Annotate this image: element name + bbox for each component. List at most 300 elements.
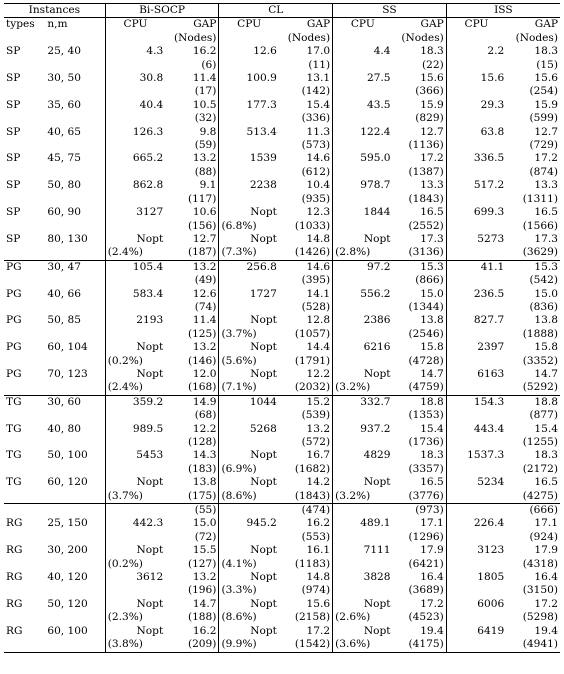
cell-cpu: 2238 — [249, 179, 277, 192]
cell-cpu: 1727 — [249, 287, 277, 300]
cell-gap-pct — [446, 193, 506, 206]
cell-gap: 12.3 — [279, 206, 333, 219]
cell-nodes: (22) — [393, 59, 447, 72]
header-group-bisocp: Bi-SOCP — [105, 4, 219, 18]
cell-nodes: (4523) — [393, 611, 447, 624]
cell-empty — [45, 85, 105, 98]
cell-gap: 13.2 — [165, 341, 219, 354]
cell-nm: 30, 60 — [45, 395, 105, 409]
header-nm: n,m — [45, 18, 105, 32]
cell-gap: 13.3 — [534, 179, 558, 192]
cell-gap-pct — [105, 328, 165, 341]
header-nodes: (Nodes) — [165, 32, 219, 45]
header-cpu: CPU — [333, 18, 393, 32]
cell-type: RG — [6, 517, 23, 530]
cell-gap-pct — [446, 139, 506, 152]
cell-cpu: 827.7 — [473, 314, 505, 327]
cell-cpu: 6419 — [477, 624, 505, 637]
cell-gap-pct — [333, 558, 393, 571]
table-row-sub — [4, 355, 560, 368]
cell-empty — [45, 531, 105, 544]
cell-gap-pct — [446, 85, 506, 98]
cell-gap-pct — [333, 436, 393, 449]
cell-gap: 16.5 — [393, 206, 447, 219]
cell-nm: 35, 60 — [45, 99, 105, 112]
cell-nodes: (542) — [529, 274, 558, 287]
cell-empty — [4, 409, 45, 422]
cell-nodes: (209) — [165, 638, 219, 652]
cell-gap-pct — [105, 112, 165, 125]
cell-cpu: 3127 — [136, 206, 164, 219]
cell-gap: 17.2 — [534, 152, 558, 165]
cell-gap-pct — [333, 463, 393, 476]
cell-gap: 14.3 — [165, 449, 219, 462]
cell-empty — [4, 490, 45, 504]
cell-type: SP — [6, 206, 21, 219]
cell-gap-pct — [105, 220, 165, 233]
cell-nodes: (336) — [279, 112, 333, 125]
table-row — [4, 179, 560, 192]
cell-empty — [4, 85, 45, 98]
cell-gap-pct — [105, 85, 165, 98]
cell-cpu: 989.5 — [132, 422, 164, 435]
table-row-sub — [4, 463, 560, 476]
cell-nm: 25, 40 — [45, 45, 105, 58]
cell-empty — [45, 504, 105, 518]
cell-cpu: 3123 — [477, 544, 505, 557]
cell-type: SP — [6, 179, 21, 192]
cell-gap: 13.2 — [165, 571, 219, 584]
cell-gap-pct: (2.8%) — [335, 246, 371, 259]
cell-nm: 50, 80 — [45, 179, 105, 192]
cell-gap: 13.2 — [165, 260, 219, 274]
cell-gap-pct — [446, 490, 506, 504]
cell-gap-pct — [333, 409, 393, 422]
cell-gap-pct: (2.4%) — [107, 381, 143, 394]
cell-empty — [45, 436, 105, 449]
cell-gap: 16.5 — [534, 206, 558, 219]
cell-nodes: (974) — [279, 584, 333, 597]
cell-gap: 14.7 — [534, 367, 558, 380]
cell-gap-pct — [446, 381, 506, 395]
table-row-sub — [4, 531, 560, 544]
cell-cpu: 1805 — [477, 571, 505, 584]
cell-cpu: 256.8 — [219, 260, 279, 274]
cell-nodes: (5298) — [522, 611, 558, 624]
cell-cpu: 29.3 — [480, 98, 505, 111]
cell-nodes: (59) — [165, 139, 219, 152]
cell-nodes: (6) — [165, 59, 219, 72]
cell-gap-pct — [219, 436, 279, 449]
cell-cpu: 978.7 — [360, 179, 391, 192]
cell-empty — [4, 246, 45, 260]
cell-nodes: (4318) — [522, 557, 558, 570]
cell-cpu: 442.3 — [132, 517, 164, 530]
cell-nodes: (1296) — [393, 531, 447, 544]
cell-gap: 15.0 — [534, 287, 558, 300]
cell-empty — [45, 638, 105, 652]
cell-cpu: 177.3 — [246, 98, 277, 111]
cell-cpu: Nopt — [250, 232, 277, 245]
cell-cpu: 359.2 — [105, 395, 165, 409]
cell-type: PG — [6, 367, 22, 380]
cell-nodes: (1566) — [522, 219, 558, 232]
cell-gap: 16.2 — [165, 625, 219, 638]
cell-gap-pct: (0.2%) — [107, 557, 143, 570]
cell-cpu: Nopt — [136, 544, 164, 557]
cell-gap-pct — [105, 139, 165, 152]
cell-cpu: 862.8 — [132, 179, 164, 192]
cell-gap-pct: (3.6%) — [333, 638, 393, 652]
header-gap: GAP — [279, 18, 333, 32]
cell-nodes: (117) — [165, 193, 219, 206]
cell-empty — [4, 531, 45, 544]
cell-cpu: 154.3 — [446, 395, 506, 409]
cell-gap-pct: (7.1%) — [221, 381, 257, 394]
cell-gap-pct — [219, 112, 279, 125]
cell-cpu: Nopt — [136, 624, 164, 637]
cell-nodes: (2552) — [393, 220, 447, 233]
cell-type: RG — [6, 571, 23, 584]
cell-gap: 18.3 — [393, 45, 447, 58]
cell-gap-pct — [446, 59, 506, 72]
cell-gap-pct — [105, 193, 165, 206]
table-row — [4, 260, 560, 274]
cell-nodes: (4941) — [506, 638, 560, 652]
cell-nodes: (3629) — [522, 246, 558, 259]
header-types: types — [4, 18, 45, 32]
cell-cpu: 583.4 — [132, 287, 164, 300]
cell-nodes: (573) — [279, 139, 333, 152]
cell-cpu: 236.5 — [473, 287, 505, 300]
cell-nodes: (924) — [529, 530, 558, 543]
cell-cpu: 40.4 — [139, 98, 164, 111]
cell-empty — [4, 638, 45, 652]
cell-gap: 15.9 — [534, 98, 558, 111]
cell-empty — [45, 112, 105, 125]
table-row-sub — [4, 112, 560, 125]
cell-nm: 30, 50 — [45, 72, 105, 85]
cell-cpu: 4829 — [363, 449, 391, 462]
cell-nm: 40, 65 — [45, 126, 105, 139]
cell-nodes: (4759) — [393, 381, 447, 395]
cell-gap-pct — [446, 584, 506, 597]
cell-cpu: 699.3 — [473, 206, 505, 219]
cell-empty — [105, 504, 165, 518]
cell-type: SP — [6, 72, 21, 85]
cell-gap: 17.1 — [393, 517, 447, 530]
cell-gap: 16.4 — [393, 571, 447, 584]
table-row-sub — [4, 328, 560, 341]
cell-cpu: 556.2 — [360, 287, 391, 300]
cell-nodes: (175) — [165, 490, 219, 504]
cell-gap-pct — [105, 584, 165, 597]
cell-cpu: 6163 — [477, 367, 505, 380]
cell-empty — [4, 301, 45, 314]
cell-type: PG — [6, 341, 22, 354]
table-row-sub — [4, 193, 560, 206]
cell-type: TG — [6, 476, 22, 489]
cell-gap: 15.8 — [393, 341, 447, 354]
cell-cpu: Nopt — [136, 341, 164, 354]
cell-cpu: 105.4 — [105, 260, 165, 274]
cell-gap-pct — [446, 301, 506, 314]
cell-gap: 16.1 — [279, 544, 333, 557]
cell-gap-pct — [219, 59, 279, 72]
table-row — [4, 206, 560, 219]
cell-gap: 15.8 — [534, 341, 558, 354]
cell-nodes: (1255) — [522, 436, 558, 448]
cell-gap-pct — [446, 463, 506, 476]
cell-gap-pct — [219, 274, 279, 287]
cell-gap-pct — [333, 355, 393, 368]
cell-nodes: (4728) — [393, 355, 447, 368]
cell-gap: 15.4 — [393, 423, 447, 436]
cell-gap: 15.2 — [279, 395, 333, 409]
cell-nodes: (474) — [279, 504, 333, 518]
cell-cpu: Nopt — [250, 544, 277, 557]
cell-gap-pct — [333, 193, 393, 206]
cell-cpu: 1044 — [219, 395, 279, 409]
cell-nm: 25, 150 — [45, 517, 105, 530]
table-body — [4, 45, 560, 652]
cell-nodes: (874) — [529, 165, 558, 178]
cell-gap-pct — [219, 166, 279, 179]
cell-gap: 13.8 — [534, 314, 558, 327]
cell-gap: 12.2 — [165, 423, 219, 436]
table-row — [4, 395, 560, 409]
cell-empty — [45, 409, 105, 422]
header-instances: Instances — [4, 4, 105, 18]
cell-gap: 13.3 — [393, 179, 447, 192]
cell-type: SP — [6, 152, 21, 165]
cell-type: PG — [4, 260, 45, 274]
cell-gap-pct — [333, 328, 393, 341]
cell-nodes: (1183) — [279, 558, 333, 571]
cell-gap-pct: (8.6%) — [221, 489, 257, 502]
cell-gap: 15.9 — [393, 99, 447, 112]
cell-gap: 15.6 — [534, 72, 558, 85]
table-row — [4, 341, 560, 354]
cell-nodes: (3136) — [393, 246, 447, 260]
cell-gap-pct — [219, 85, 279, 98]
cell-gap-pct — [333, 274, 393, 287]
cell-cpu: 3612 — [136, 571, 164, 584]
cell-gap: 18.3 — [534, 45, 558, 58]
cell-gap: 18.3 — [534, 449, 558, 462]
cell-cpu: 27.5 — [366, 72, 391, 85]
cell-empty — [45, 220, 105, 233]
cell-gap-pct — [105, 59, 165, 72]
cell-nodes: (1426) — [279, 246, 333, 260]
cell-gap-pct: (3.8%) — [105, 638, 165, 652]
cell-gap-pct — [219, 409, 279, 422]
table-row-sub — [4, 409, 560, 422]
cell-gap-pct — [333, 59, 393, 72]
cell-cpu: Nopt — [136, 597, 164, 610]
cell-gap: 10.5 — [165, 99, 219, 112]
table-row — [4, 314, 560, 327]
cell-type: SP — [6, 125, 21, 138]
cell-type: SP — [6, 98, 21, 111]
cell-nodes: (88) — [165, 166, 219, 179]
cell-nm: 50, 100 — [45, 449, 105, 462]
cell-type: PG — [6, 287, 22, 300]
table-row — [4, 99, 560, 112]
cell-nodes: (1136) — [393, 139, 447, 152]
cell-cpu: 443.4 — [473, 422, 505, 435]
cell-cpu: 6216 — [363, 341, 391, 354]
cell-cpu: 2397 — [477, 341, 505, 354]
cell-nodes: (1791) — [279, 355, 333, 368]
cell-type: TG — [6, 449, 22, 462]
cell-cpu: Nopt — [250, 314, 277, 327]
cell-cpu: 945.2 — [246, 517, 277, 530]
cell-gap: 13.2 — [165, 152, 219, 165]
cell-nm: 60, 104 — [45, 341, 105, 354]
cell-gap: 11.4 — [165, 314, 219, 327]
cell-cpu: 12.6 — [253, 45, 277, 58]
cell-nodes: (128) — [165, 436, 219, 449]
table-row-sub — [4, 584, 560, 597]
cell-empty — [4, 355, 45, 368]
header-gap: GAP — [165, 18, 219, 32]
cell-nodes: (146) — [165, 355, 219, 368]
cell-cpu: 937.2 — [360, 422, 391, 435]
cell-cpu: Nopt — [136, 476, 164, 489]
cell-nodes: (55) — [165, 504, 219, 518]
cell-type: TG — [6, 422, 22, 435]
table-row-sub — [4, 490, 560, 504]
cell-nodes: (4175) — [393, 638, 447, 652]
cell-gap-pct: (4.1%) — [221, 557, 257, 570]
cell-cpu: 4.3 — [146, 45, 164, 58]
cell-nodes: (3776) — [393, 490, 447, 504]
cell-gap: 15.5 — [165, 544, 219, 557]
cell-cpu: 5453 — [136, 449, 164, 462]
cell-nodes: (17) — [165, 85, 219, 98]
cell-cpu: 332.7 — [333, 395, 393, 409]
cell-gap-pct — [333, 220, 393, 233]
cell-empty — [45, 611, 105, 624]
cell-cpu: 517.2 — [473, 179, 505, 192]
cell-empty — [45, 59, 105, 72]
cell-nodes: (612) — [279, 166, 333, 179]
cell-gap: 15.6 — [279, 598, 333, 611]
cell-gap: 10.6 — [165, 206, 219, 219]
cell-cpu: 226.4 — [473, 517, 505, 530]
cell-nm: 60, 120 — [45, 476, 105, 489]
cell-cpu: Nopt — [250, 449, 277, 462]
cell-gap: 17.0 — [279, 45, 333, 58]
cell-nodes: (2546) — [393, 328, 447, 341]
cell-gap-pct — [446, 355, 506, 368]
cell-nodes: (5292) — [522, 381, 558, 394]
cell-gap-pct: (2.4%) — [107, 246, 143, 259]
cell-nodes: (68) — [165, 409, 219, 422]
cell-gap-pct — [446, 409, 506, 422]
cell-nodes: (254) — [529, 85, 558, 98]
header-cpu: CPU — [446, 18, 506, 32]
cell-gap: 13.2 — [279, 423, 333, 436]
cell-nodes: (2172) — [522, 462, 558, 475]
cell-empty — [45, 381, 105, 395]
cell-gap-pct — [333, 166, 393, 179]
cell-gap-pct — [446, 274, 506, 287]
cell-cpu: 595.0 — [360, 152, 391, 165]
cell-empty — [45, 301, 105, 314]
cell-gap: 12.6 — [165, 288, 219, 301]
header-row-columns — [4, 18, 560, 32]
cell-gap: 9.1 — [165, 179, 219, 192]
cell-nm: 40, 66 — [45, 288, 105, 301]
cell-nodes: (4275) — [522, 489, 558, 502]
cell-cpu: 489.1 — [360, 517, 391, 530]
cell-nodes: (599) — [529, 112, 558, 125]
table-row — [4, 126, 560, 139]
cell-nodes: (3357) — [393, 463, 447, 476]
cell-cpu: 126.3 — [132, 125, 164, 138]
cell-empty — [45, 463, 105, 476]
table-row — [4, 368, 560, 381]
cell-gap: 17.1 — [534, 517, 558, 530]
cell-gap: 17.2 — [393, 152, 447, 165]
cell-cpu: Nopt — [363, 624, 391, 637]
table-row-sub — [4, 246, 560, 260]
table-row — [4, 571, 560, 584]
cell-gap-pct — [446, 531, 506, 544]
cell-gap: 13.8 — [165, 476, 219, 489]
cell-gap: 15.0 — [165, 517, 219, 530]
cell-gap: 19.4 — [393, 625, 447, 638]
cell-cpu: Nopt — [250, 624, 277, 637]
table-row — [4, 449, 560, 462]
cell-nodes: (2032) — [279, 381, 333, 395]
cell-gap-pct: (3.7%) — [221, 327, 257, 340]
cell-gap-pct — [446, 638, 506, 652]
cell-gap-pct — [105, 409, 165, 422]
cell-nodes: (1843) — [279, 490, 333, 504]
cell-empty — [4, 112, 45, 125]
cell-empty — [45, 490, 105, 504]
cell-empty — [4, 558, 45, 571]
cell-nodes: (3689) — [393, 584, 447, 597]
cell-cpu: 513.4 — [246, 125, 277, 138]
table-row — [4, 598, 560, 611]
cell-gap-pct — [105, 436, 165, 449]
cell-empty — [4, 328, 45, 341]
cell-cpu: 63.8 — [480, 125, 505, 138]
cell-cpu: 43.5 — [366, 98, 391, 111]
table-row-sub — [4, 436, 560, 449]
cell-empty — [4, 193, 45, 206]
cell-gap: 13.8 — [393, 314, 447, 327]
cell-empty — [4, 504, 45, 518]
cell-empty — [45, 355, 105, 368]
cell-gap-pct: (5.6%) — [221, 354, 257, 367]
cell-nodes: (572) — [279, 436, 333, 449]
cell-nodes: (539) — [279, 409, 333, 422]
cell-gap-pct — [446, 328, 506, 341]
table-row-sub — [4, 381, 560, 395]
cell-nodes: (666) — [506, 504, 560, 518]
cell-gap: 16.5 — [534, 476, 558, 489]
cell-nodes: (836) — [529, 300, 558, 313]
cell-cpu: 2193 — [136, 314, 164, 327]
cell-cpu: Nopt — [250, 597, 277, 610]
cell-nodes: (366) — [393, 85, 447, 98]
cell-gap-pct — [446, 558, 506, 571]
